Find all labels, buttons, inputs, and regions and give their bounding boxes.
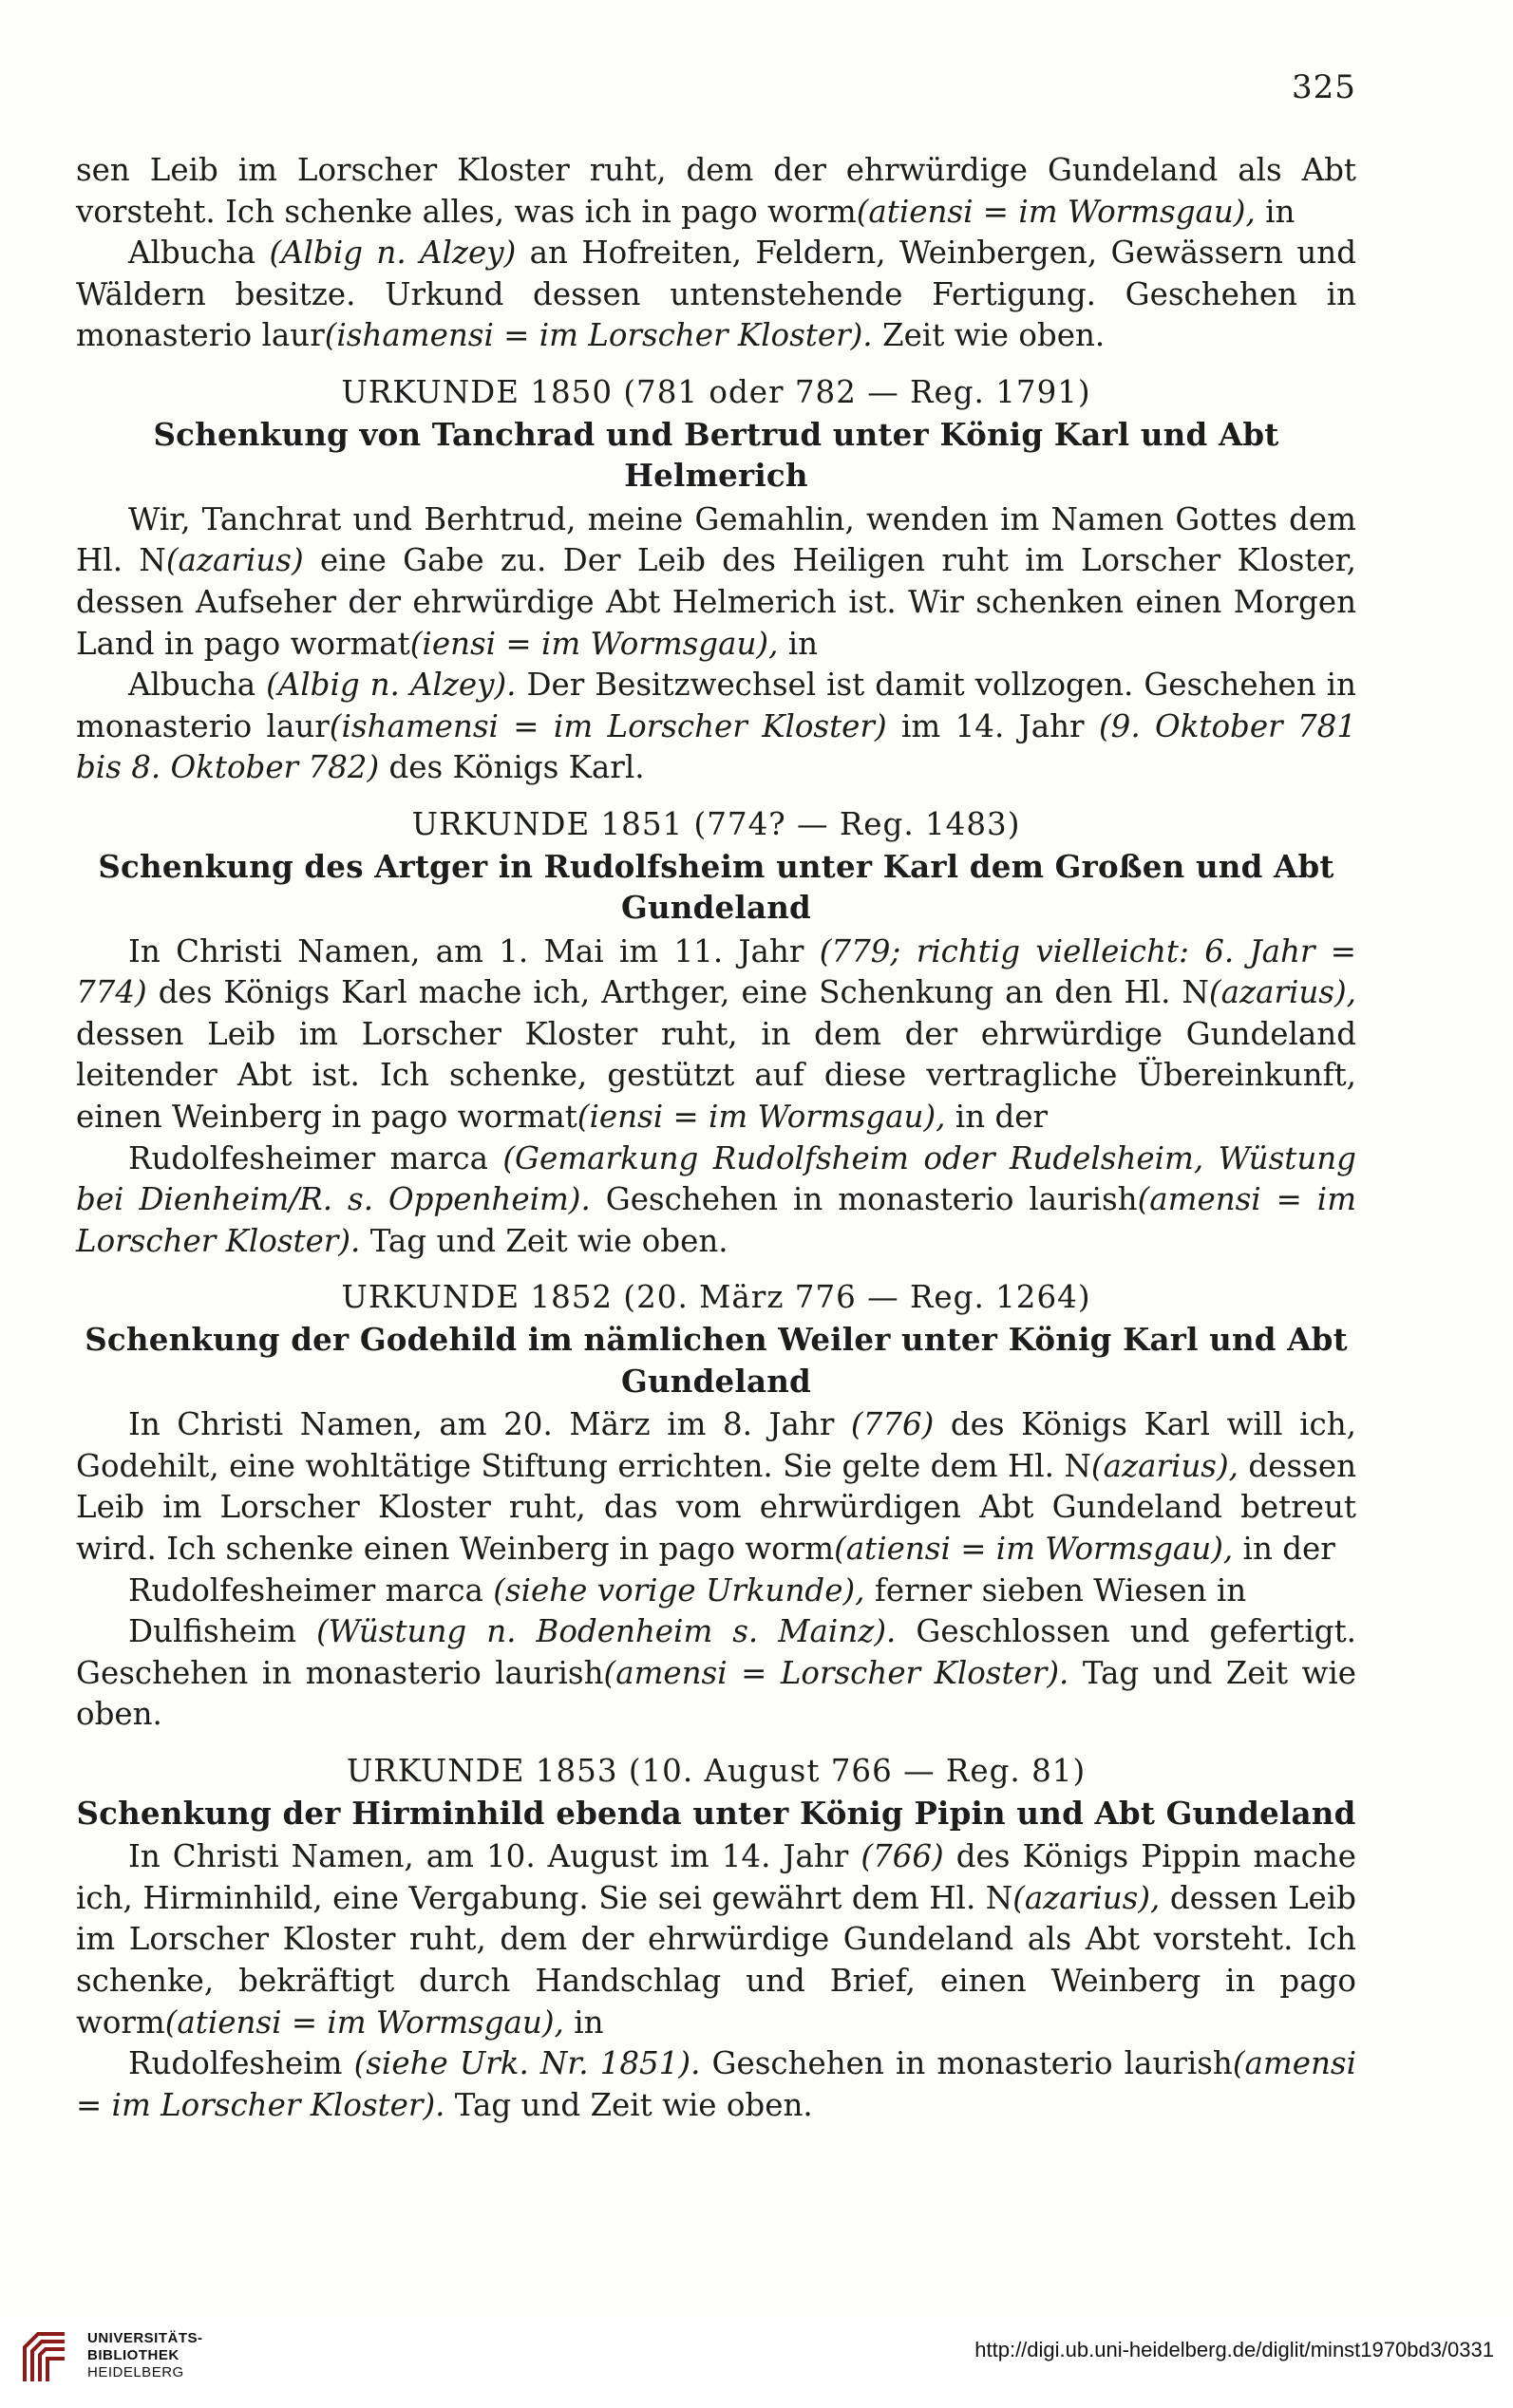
intro-paragraph-2: Albucha (Albig n. Alzey) an Hofreiten, Feldern, Weinbergen, Gewässern und Wäldern besitze. Urkund dessen untenstehende Fertigung. Geschehen in monasterio laur(ishamensi = im Lorscher Kloster). Zeit wie oben.: [76, 235, 1356, 354]
page-body: [76, 150, 1356, 2126]
footer-bar: [0, 2317, 1513, 2408]
urkunde-1850-subtitle: Schenkung von Tanchrad und Bertrud unter König Karl und Abt Helmerich: [153, 415, 1279, 495]
urkunde-1852-paragraph-2: Rudolfesheimer marca (siehe vorige Urkunde), ferner sieben Wiesen in: [128, 1571, 1247, 1608]
urkunde-1851-subtitle: Schenkung des Artger in Rudolfsheim unter Karl dem Großen und Abt Gundeland: [98, 847, 1334, 927]
urkunde-1850-title: URKUNDE 1850 (781 oder 782 — Reg. 1791): [341, 373, 1091, 410]
urkunde-1852-subtitle: Schenkung der Godehild im nämlichen Weiler unter König Karl und Abt Gundeland: [85, 1321, 1348, 1400]
intro-paragraph-1: sen Leib im Lorscher Kloster ruht, dem der ehrwürdige Gundeland als Abt vorsteht. Ich schenke alles, was ich in pago worm(atiensi = im Wormsgau), in: [76, 152, 1356, 230]
urkunde-1853-subtitle: Schenkung der Hirminhild ebenda unter König Pipin und Abt Gundeland: [76, 1794, 1356, 1832]
urkunde-1850-paragraph-1: Wir, Tanchrat und Berhtrud, meine Gemahlin, wenden im Namen Gottes dem Hl. N(azarius) eine Gabe zu. Der Leib des Heiligen ruht im Lorscher Kloster, dessen Aufseher der ehrwürdige Abt Helmerich ist. Wir schenken einen Morgen Land in pago wormat(iensi = im Wormsgau), in: [76, 500, 1356, 662]
urkunde-1851-paragraph-2: Rudolfesheimer marca (Gemarkung Rudolfsheim oder Rudelsheim, Wüstung bei Dienheim/R. s. Oppenheim). Geschehen in monasterio laurish(amensi = im Lorscher Kloster). Tag und Zeit wie oben.: [76, 1139, 1357, 1259]
urkunde-1851-paragraph-1: In Christi Namen, am 1. Mai im 11. Jahr (779; richtig vielleicht: 6. Jahr = 774) des Königs Karl mache ich, Arthger, eine Schenkung an den Hl. N(azarius), dessen Leib im Lorscher Kloster ruht, in dem der ehrwürdige Gundeland leitender Abt ist. Ich schenke, gestützt auf diese vertragliche Übereinkunft, einen Weinberg in pago wormat(iensi = im Wormsgau), in der: [76, 932, 1356, 1136]
urkunde-1853-paragraph-2: Rudolfesheim (siehe Urk. Nr. 1851). Geschehen in monasterio laurish(amensi = im Lorscher Kloster). Tag und Zeit wie oben.: [76, 2045, 1356, 2123]
urkunde-1851-title: URKUNDE 1851 (774? — Reg. 1483): [411, 805, 1021, 842]
urkunde-1853-title: URKUNDE 1853 (10. August 766 — Reg. 81): [346, 1752, 1087, 1789]
source-url-link[interactable]: http://digi.ub.uni-heidelberg.de/diglit/minst1970bd3/0331: [974, 2338, 1494, 2361]
university-library-logo-icon: [19, 2326, 80, 2387]
page-number: 325: [1292, 68, 1356, 106]
urkunde-1852-paragraph-3: Dulfisheim (Wüstung n. Bodenheim s. Mainz). Geschlossen und gefertigt. Geschehen in monasterio laurish(amensi = Lorscher Kloster). Tag und Zeit wie oben.: [76, 1613, 1356, 1733]
urkunde-1850-paragraph-2: Albucha (Albig n. Alzey). Der Besitzwechsel ist damit vollzogen. Geschehen in monasterio laur(ishamensi = im Lorscher Kloster) im 14. Jahr (9. Oktober 781 bis 8. Oktober 782) des Königs Karl.: [76, 667, 1357, 786]
urkunde-1852-paragraph-1: In Christi Namen, am 20. März im 8. Jahr (776) des Königs Karl will ich, Godehilt, eine wohltätige Stiftung errichten. Sie gelte dem Hl. N(azarius), dessen Leib im Lorscher Kloster ruht, das vom ehrwürdigen Abt Gundeland betreut wird. Ich schenke einen Weinberg in pago worm(atiensi = im Wormsgau), in der: [76, 1406, 1356, 1567]
urkunde-1852-title: URKUNDE 1852 (20. März 776 — Reg. 1264): [341, 1279, 1091, 1316]
urkunde-1853-paragraph-1: In Christi Namen, am 10. August im 14. Jahr (766) des Königs Pippin mache ich, Hirminhild, eine Vergabung. Sie sei gewährt dem Hl. N(azarius), dessen Leib im Lorscher Kloster ruht, dem der ehrwürdige Gundeland als Abt vorsteht. Ich schenke, bekräftigt durch Handschlag und Brief, einen Weinberg in pago worm(atiensi = im Wormsgau), in: [76, 1838, 1356, 2041]
library-name: UNIVERSITÄTS- BIBLIOTHEK HEIDELBERG: [87, 2330, 203, 2380]
